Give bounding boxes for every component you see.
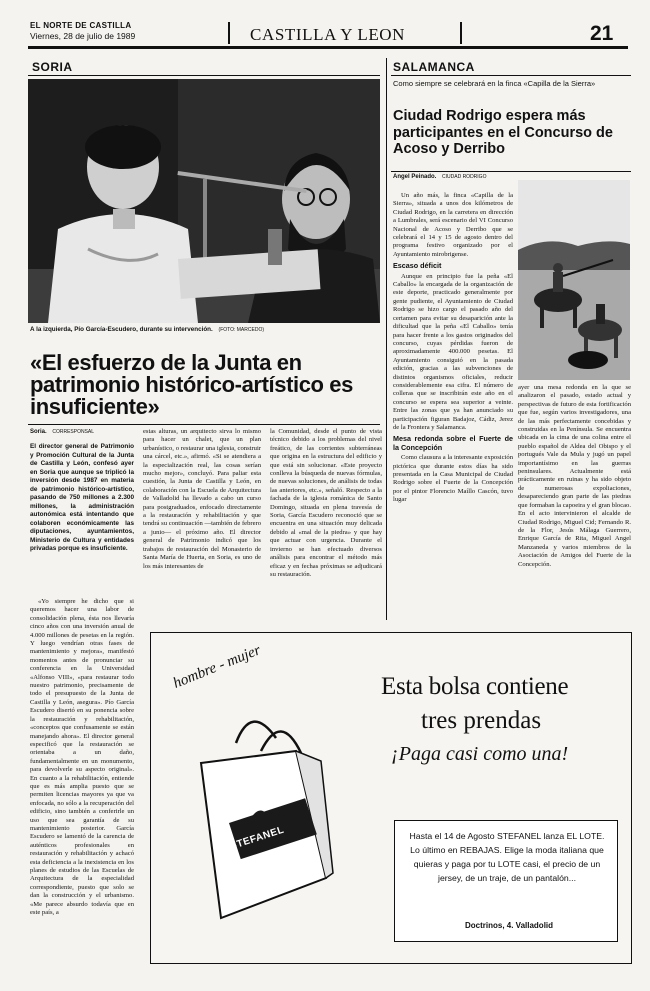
masthead-rule-left [228, 22, 230, 44]
section-title: CASTILLA Y LEON [250, 25, 406, 44]
soria-section-label: SORIA [32, 60, 73, 74]
salamanca-subhead-fuerte: Mesa redonda sobre el Fuerte de la Concepción [393, 434, 513, 452]
soria-byline-rule [28, 424, 380, 425]
soria-byline [30, 429, 94, 435]
ad-tagline: hombre - mujer [171, 642, 264, 692]
soria-column-1: «Yo siempre he dicho que si queremos hacer una labor de consolidación plena, ésta nos llevaría cinco años con una inversión anual de 4.000 millones de pesetas en la región. Y luego vendrían otras fases de mantenimiento y mejora», manifestó momentos antes de pronunciar su conferencia en la Universidad «Alfonso VIII», «para restaurar todo nuestro patrimonio, precisamente de todo el presupuesto de la Junta de Castilla y León, asegura». Pío García Escudero disertó en su ponencia sobre la restauración y rehabilitación, «conceptos que confusamente se están manejando ahora». El director general especificó que la restauración se orientaba a un daño, fundamentalmente en un monumento, para devolverle su aspecto original». En cuanto a la rehabilitación, entiende que es más amplia puesto que se permiten licencias mayores ya que va enfocada, no sólo a la recuperación del edificio, sino también a conferirle un uso que sea garantía de su mantenimiento posterior. García Escudero se lamentó de la carencia de auténticos profesionales en restauración y rehabilitación y achacó esta deficiencia a la inexistencia en los planes de estudios de las Escuelas de Arquitectura de la especialidad correspondiente, puesto que solo se dan la construcción y el urbanismo. «Me parece absurdo todavía que en este país, a [30, 598, 134, 917]
salamanca-kicker: Como siempre se celebrará en la finca «Capilla de la Sierra» [393, 79, 596, 88]
shopping-bag-icon [181, 703, 341, 933]
photo-caption-text: A la izquierda, Pío García-Escudero, durante su intervención. [30, 326, 213, 333]
soria-byline-agency: CORRESPONSAL [52, 429, 95, 435]
ad-headline-3: ¡Paga casi como una! [391, 743, 569, 765]
salamanca-intro: Un año más, la finca «Capilla de la Sierra», situada a unos dos kilómetros de Ciudad Rodrigo, en la carretera en dirección a Lumbrales, será escenario del VI Concurso Nacional de Acoso y Derribo que se celebrará el 14 y 15 de agosto dentro del programa festivo organizado por el Ayuntamiento mirobrigense. [393, 192, 513, 258]
masthead-bottom-rule [28, 46, 628, 49]
salamanca-byline-place: CIUDAD RODRIGO [442, 174, 487, 180]
soria-byline-place: Soria. [30, 429, 47, 435]
ad-headline-1: Esta bolsa contiene [381, 673, 569, 700]
soria-column-3: la Comunidad, desde el punto de vista técnico debido a los problemas del nivel freático, de las corrientes subterráneas que origina en la estructura del edificio y que está sin solucionar. «Este proyecto conlleva la búsqueda de nuevas fórmulas, de nuevas soluciones, de análisis de todas las anteriores, etc.», señaló. Respecto a la fachada de la iglesia románica de Santo Domingo, situada en plena travesía de Soria, García Escudero reconoció que se encuentra en una situación muy delicada debido al «mal de la piedra» y que hay que actuar con urgencia. Durante el invierno se han efectuado diversos análisis para encontrar el método más eficaz y en fechas próximas se adjudicará su restauración. [270, 428, 382, 578]
photo-credit: (FOTO: MARCEDO) [218, 327, 264, 333]
stefanel-ad [150, 632, 632, 964]
ad-offer-text: Hasta el 14 de Agosto STEFANEL lanza EL LOTE. Lo último en REBAJAS. Elige la moda italiana que quieras y paga por tu LOTE casi, el precio de un jersey, de un traje, de un pantalón... [409, 831, 605, 883]
salamanca-headline: Ciudad Rodrigo espera más participantes en el Concurso de Acoso y Derribo [393, 108, 613, 157]
page-number: 21 [590, 22, 614, 45]
salamanca-label-rule [391, 75, 631, 76]
issue-date: Viernes, 28 de julio de 1989 [30, 31, 136, 41]
salamanca-column-2: ayer una mesa redonda en la que se analizaron el pasado, estado actual y perspectivas de futuro de esta fortificación que fue, según varios investigadores, una de las más perfectamente concebidas y construidas en la Península. Se encuentra ubicada en la cima de una colina entre el pueblo español de Aldea del Obispo y el portugués Vale da Mula y jugó un papel importantísimo en las guerras peninsulares. Actualmente está prácticamente en ruinas y ha sido objeto de numerosas expoliaciones, desapareciendo gran parte de las piedras que formaban la capoeira y el gran blocao. En el acto intervinieron el alcalde de Ciudad Rodrigo, Miguel Cid; Fernando R. de la Flor, Jesús Málaga Guerrero, Enrique García de Rita, Miguel Angel Manzaneda y varios miembros de la Asociación de Amigos del Fuerte de la Concepción. [518, 384, 631, 568]
ad-brand-logo: STEFANEL [228, 824, 286, 853]
ad-offer-box [394, 820, 618, 942]
section-divider [386, 58, 387, 620]
salamanca-byline-author: Angel Peinado. [393, 174, 437, 180]
salamanca-column-1 [393, 192, 513, 624]
press-conference-photo [28, 79, 380, 323]
salamanca-body-deficit: Aunque en principio fue la peña «El Caballo» la encargada de la organización de este deporte, practicado generalmente por gente pudiente, el Ayuntamiento de Ciudad Rodrigo se hizo cargo el pasado año del certamen para evitar su desaparición ante la dificultad que la peña «El Caballo» tenía para hacer frente a los gastos originados del concurso, cuyas pérdidas fueron de aproximadamente 400.000 pesetas. El Ayuntamiento consiguió en la pasada edición, gracias a las subvenciones de distintos organismos oficiales, reducir considerablemente esa cifra. El número de colleras que se inscribirán este año en el concurso se espera sea superior a veinte. Entre las zonas que ya han anunciado su participación figuran Badajoz, Cádiz, Jerez de la Frontera y Salamanca. [393, 272, 513, 431]
soria-label-rule [28, 75, 380, 76]
paper-name: EL NORTE DE CASTILLA [30, 21, 132, 30]
soria-lede: El director general de Patrimonio y Promoción Cultural de la Junta de Castilla y León, confesó ayer en Soria que aunque se triplicó la inversión desde 1987 en materia de patrimonio histórico-artístico, pasando de 750 millones a 2.300 millones, la administración autonómica está intentando que colaboren económicamente las diputaciones, ayuntamientos, Ministerio de Cultura y entidades privadas porque es insuficiente. [30, 443, 134, 552]
salamanca-byline-rule [391, 171, 631, 172]
soria-column-2: estas alturas, un arquitecto sirva lo mismo para hacer un chalet, que un plan urbanístico, o restaurar una iglesia, construir una cárcel, etc.», afirmó. «Si se atendiera a la especialización real, las cosas serían mucho mejor», concluyó. Para paliar esta cuestión, la Junta de Castilla y León, en colaboración con la Escuela de Arquitectura de Valladolid ha llevado a cabo un curso para postgraduados, enfocado directamente a la restauración y rehabilitación y que tendrá su continuación —también de febrero a junio— el próximo año. El director general de Patrimonio indicó que los trabajos de restauración del Monasterio de Santa María de Huerta, en Soria, es uno de los más interesantes de [143, 428, 261, 570]
soria-headline: «El esfuerzo de la Junta en patrimonio histórico-artístico es insuficiente» [30, 350, 353, 419]
acoso-derribo-photo [518, 180, 630, 380]
ad-headline-2: tres prendas [421, 707, 542, 734]
masthead-rule-right [460, 22, 462, 44]
salamanca-section-label: SALAMANCA [393, 60, 475, 74]
salamanca-byline [393, 174, 486, 180]
photo-caption [30, 326, 264, 333]
ad-address: Doctrinos, 4. Valladolid [465, 921, 554, 930]
salamanca-subhead-deficit: Escaso déficit [393, 261, 442, 271]
salamanca-body-fuerte: Como clausura a la interesante exposición pictórica que durante estos días ha sido presentada en la Casa Municipal de Ciudad Rodrigo sobre el Fuerte de la Concepción por el pintor Florencio Maíllo Cascón, tuvo lugar [393, 454, 513, 504]
